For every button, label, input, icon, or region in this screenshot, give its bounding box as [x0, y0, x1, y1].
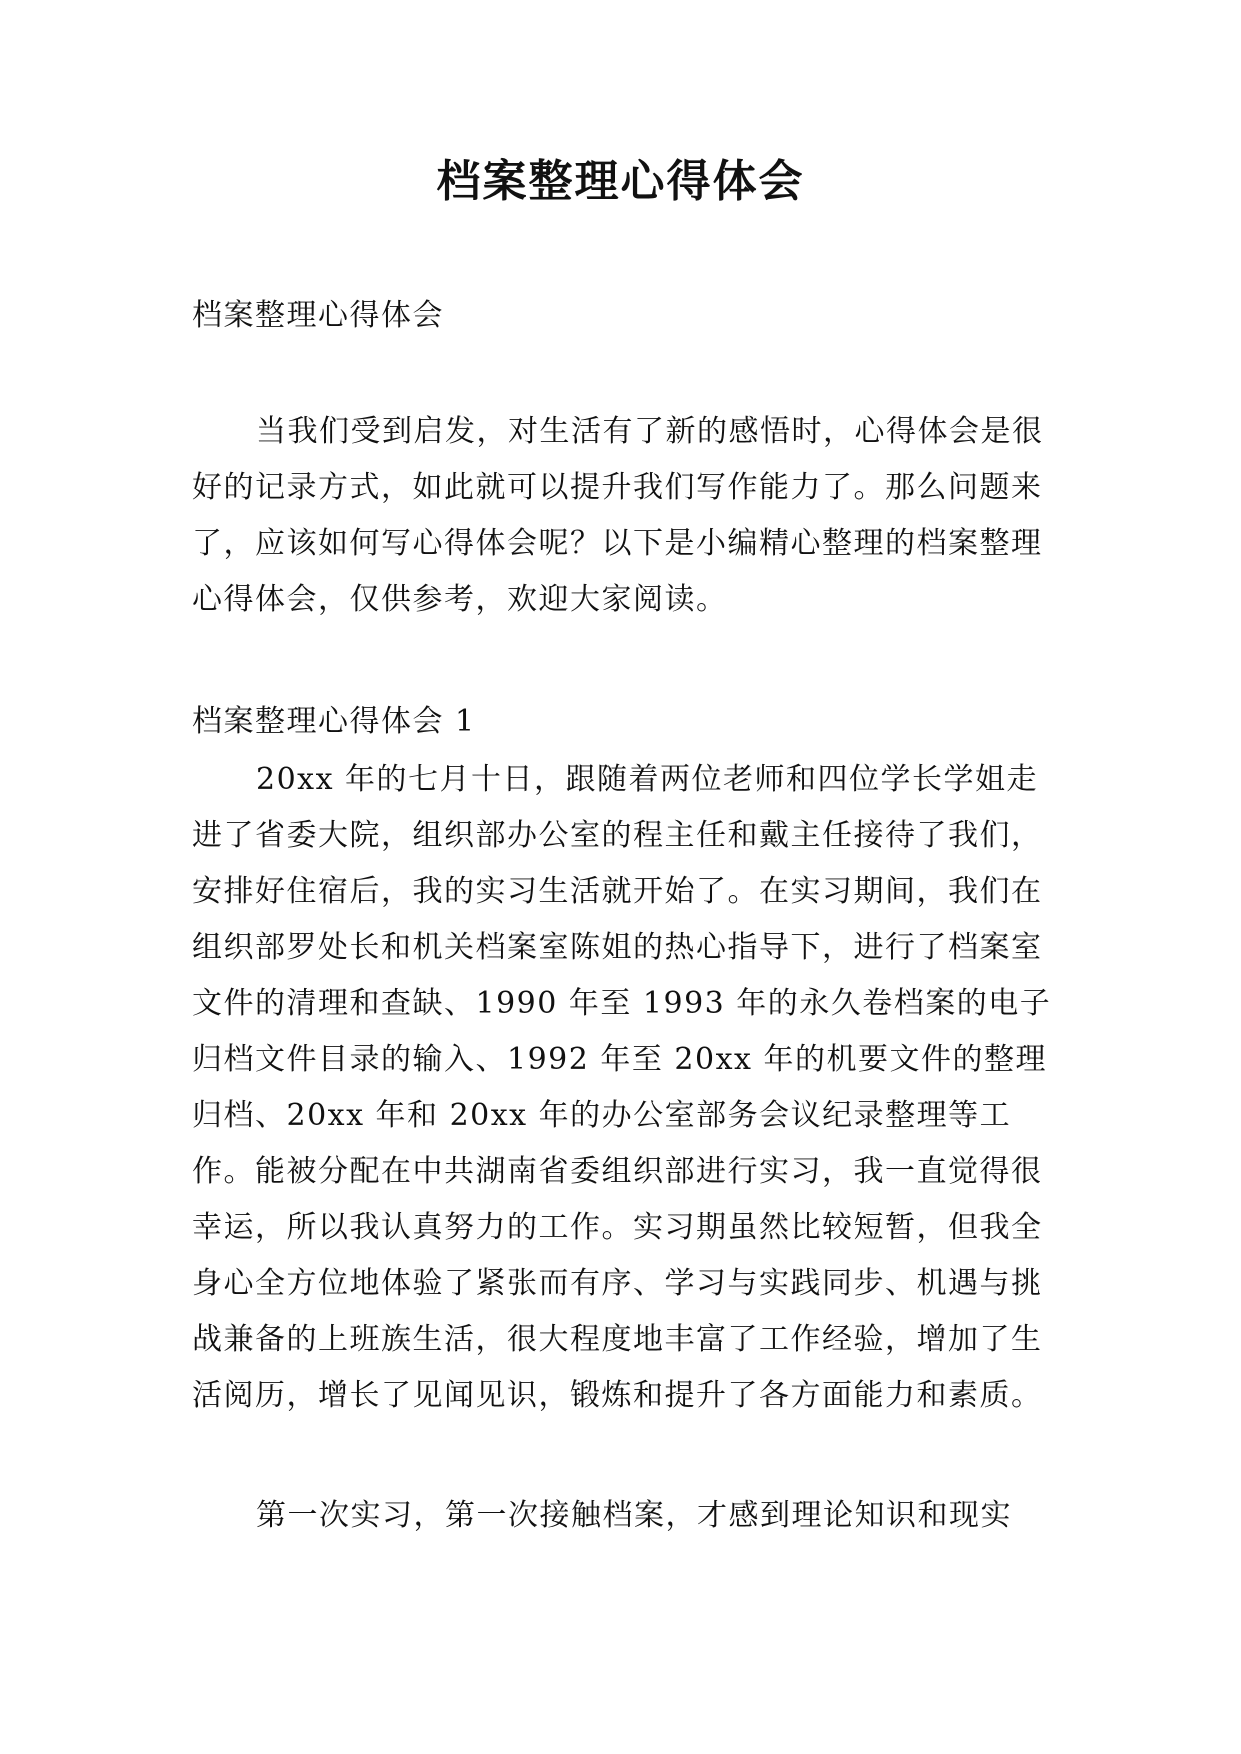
body-paragraph-1: 20xx 年的七月十日，跟随着两位老师和四位学长学姐走进了省委大院，组织部办公室的程主任和戴主任接待了我们，安排好住宿后，我的实习生活就开始了。在实习期间，我们在组织部罗处长和机关档案室陈姐的热心指导下，进行了档案室文件的清理和查缺、1990 年至 1993 年的永久卷档案的电子归档文件目录的输入、1992 年至 20xx 年的机要文件的整理归档、20xx 年和 20xx 年的办公室部务会议纪录整理等工作。能被分配在中共湖南省委组织部进行实习，我一直觉得很幸运，所以我认真努力的工作。实习期虽然比较短暂，但我全身心全方位地体验了紧张而有序、学习与实践同步、机遇与挑战兼备的上班族生活，很大程度地丰富了工作经验，增加了生活阅历，增长了见闻见识，锻炼和提升了各方面能力和素质。 [192, 762, 1052, 1413]
document-title: 档案整理心得体会 [436, 156, 805, 207]
intro-paragraph: 当我们受到启发，对生活有了新的感悟时，心得体会是很好的记录方式，如此就可以提升我们写作能力了。那么问题来了，应该如何写心得体会呢？以下是小编精心整理的档案整理心得体会，仅供参考，欢迎大家阅读。 [192, 414, 1044, 617]
body-paragraph-2: 第一次实习，第一次接触档案，才感到理论知识和现实 [256, 1498, 1012, 1533]
section-heading: 档案整理心得体会 1 [192, 704, 476, 739]
document-subtitle: 档案整理心得体会 [192, 298, 444, 333]
